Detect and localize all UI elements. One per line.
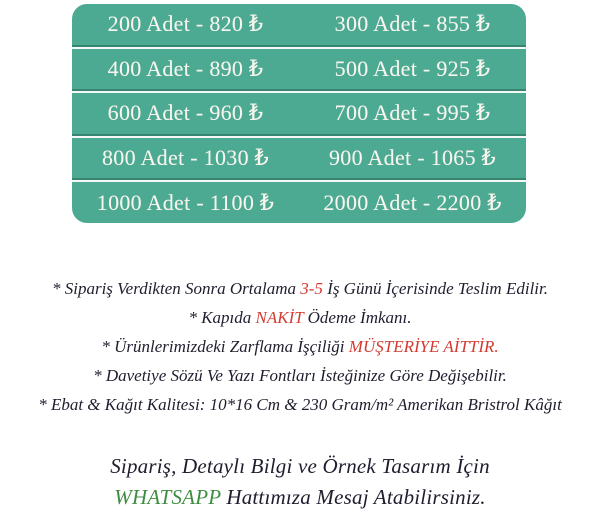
- price-cell: 800 Adet - 1030 ₺: [102, 145, 269, 171]
- note-highlight: NAKİT: [255, 308, 304, 327]
- price-cell: 200 Adet - 820 ₺: [107, 11, 264, 37]
- note-highlight: 3-5: [300, 279, 323, 298]
- price-cell: 700 Adet - 995 ₺: [334, 100, 491, 126]
- note-cash-payment: [0, 303, 600, 332]
- price-cell: 600 Adet - 960 ₺: [107, 100, 264, 126]
- footer-line2: [0, 482, 600, 513]
- price-cell: 900 Adet - 1065 ₺: [329, 145, 496, 171]
- price-row-2: [72, 49, 526, 92]
- whatsapp-label: WHATSAPP: [114, 485, 221, 509]
- note-paper-quality: [0, 390, 600, 419]
- price-cell: 2000 Adet - 2200 ₺: [323, 189, 502, 215]
- note-envelope-labor: [0, 332, 600, 361]
- note-customizable-fonts: [0, 361, 600, 390]
- footer-line2-rest: Hattımıza Mesaj Atabilirsiniz.: [220, 485, 486, 509]
- note-delivery-time: [0, 274, 600, 303]
- price-cell: 300 Adet - 855 ₺: [334, 11, 491, 37]
- note-text: * Kapıda: [188, 308, 256, 327]
- price-cell: 400 Adet - 890 ₺: [107, 55, 264, 81]
- price-row-3: [72, 93, 526, 136]
- price-cell: 500 Adet - 925 ₺: [334, 55, 491, 81]
- price-cell: 1000 Adet - 1100 ₺: [96, 189, 275, 215]
- note-text: * Davetiye Sözü Ve Yazı Fontları İsteğinize Göre Değişebilir.: [93, 366, 507, 385]
- note-text: * Sipariş Verdikten Sonra Ortalama: [52, 279, 301, 298]
- note-text: Ödeme İmkanı.: [303, 308, 412, 327]
- price-row-1: [72, 4, 526, 47]
- notes-section: [0, 274, 600, 419]
- price-row-5: [72, 182, 526, 223]
- note-text: * Ürünlerimizdeki Zarflama İşçiliği: [101, 337, 349, 356]
- note-highlight: MÜŞTERİYE AİTTİR.: [348, 337, 499, 356]
- footer-section: [0, 451, 600, 513]
- footer-line1: Sipariş, Detaylı Bilgi ve Örnek Tasarım İçin: [110, 454, 490, 478]
- price-row-4: [72, 138, 526, 181]
- note-text: İş Günü İçerisinde Teslim Edilir.: [322, 279, 548, 298]
- pricing-table: [72, 4, 526, 223]
- note-text: * Ebat & Kağıt Kalitesi: 10*16 Cm & 230 Gram/m² Amerikan Bristrol Kâğıt: [38, 395, 562, 414]
